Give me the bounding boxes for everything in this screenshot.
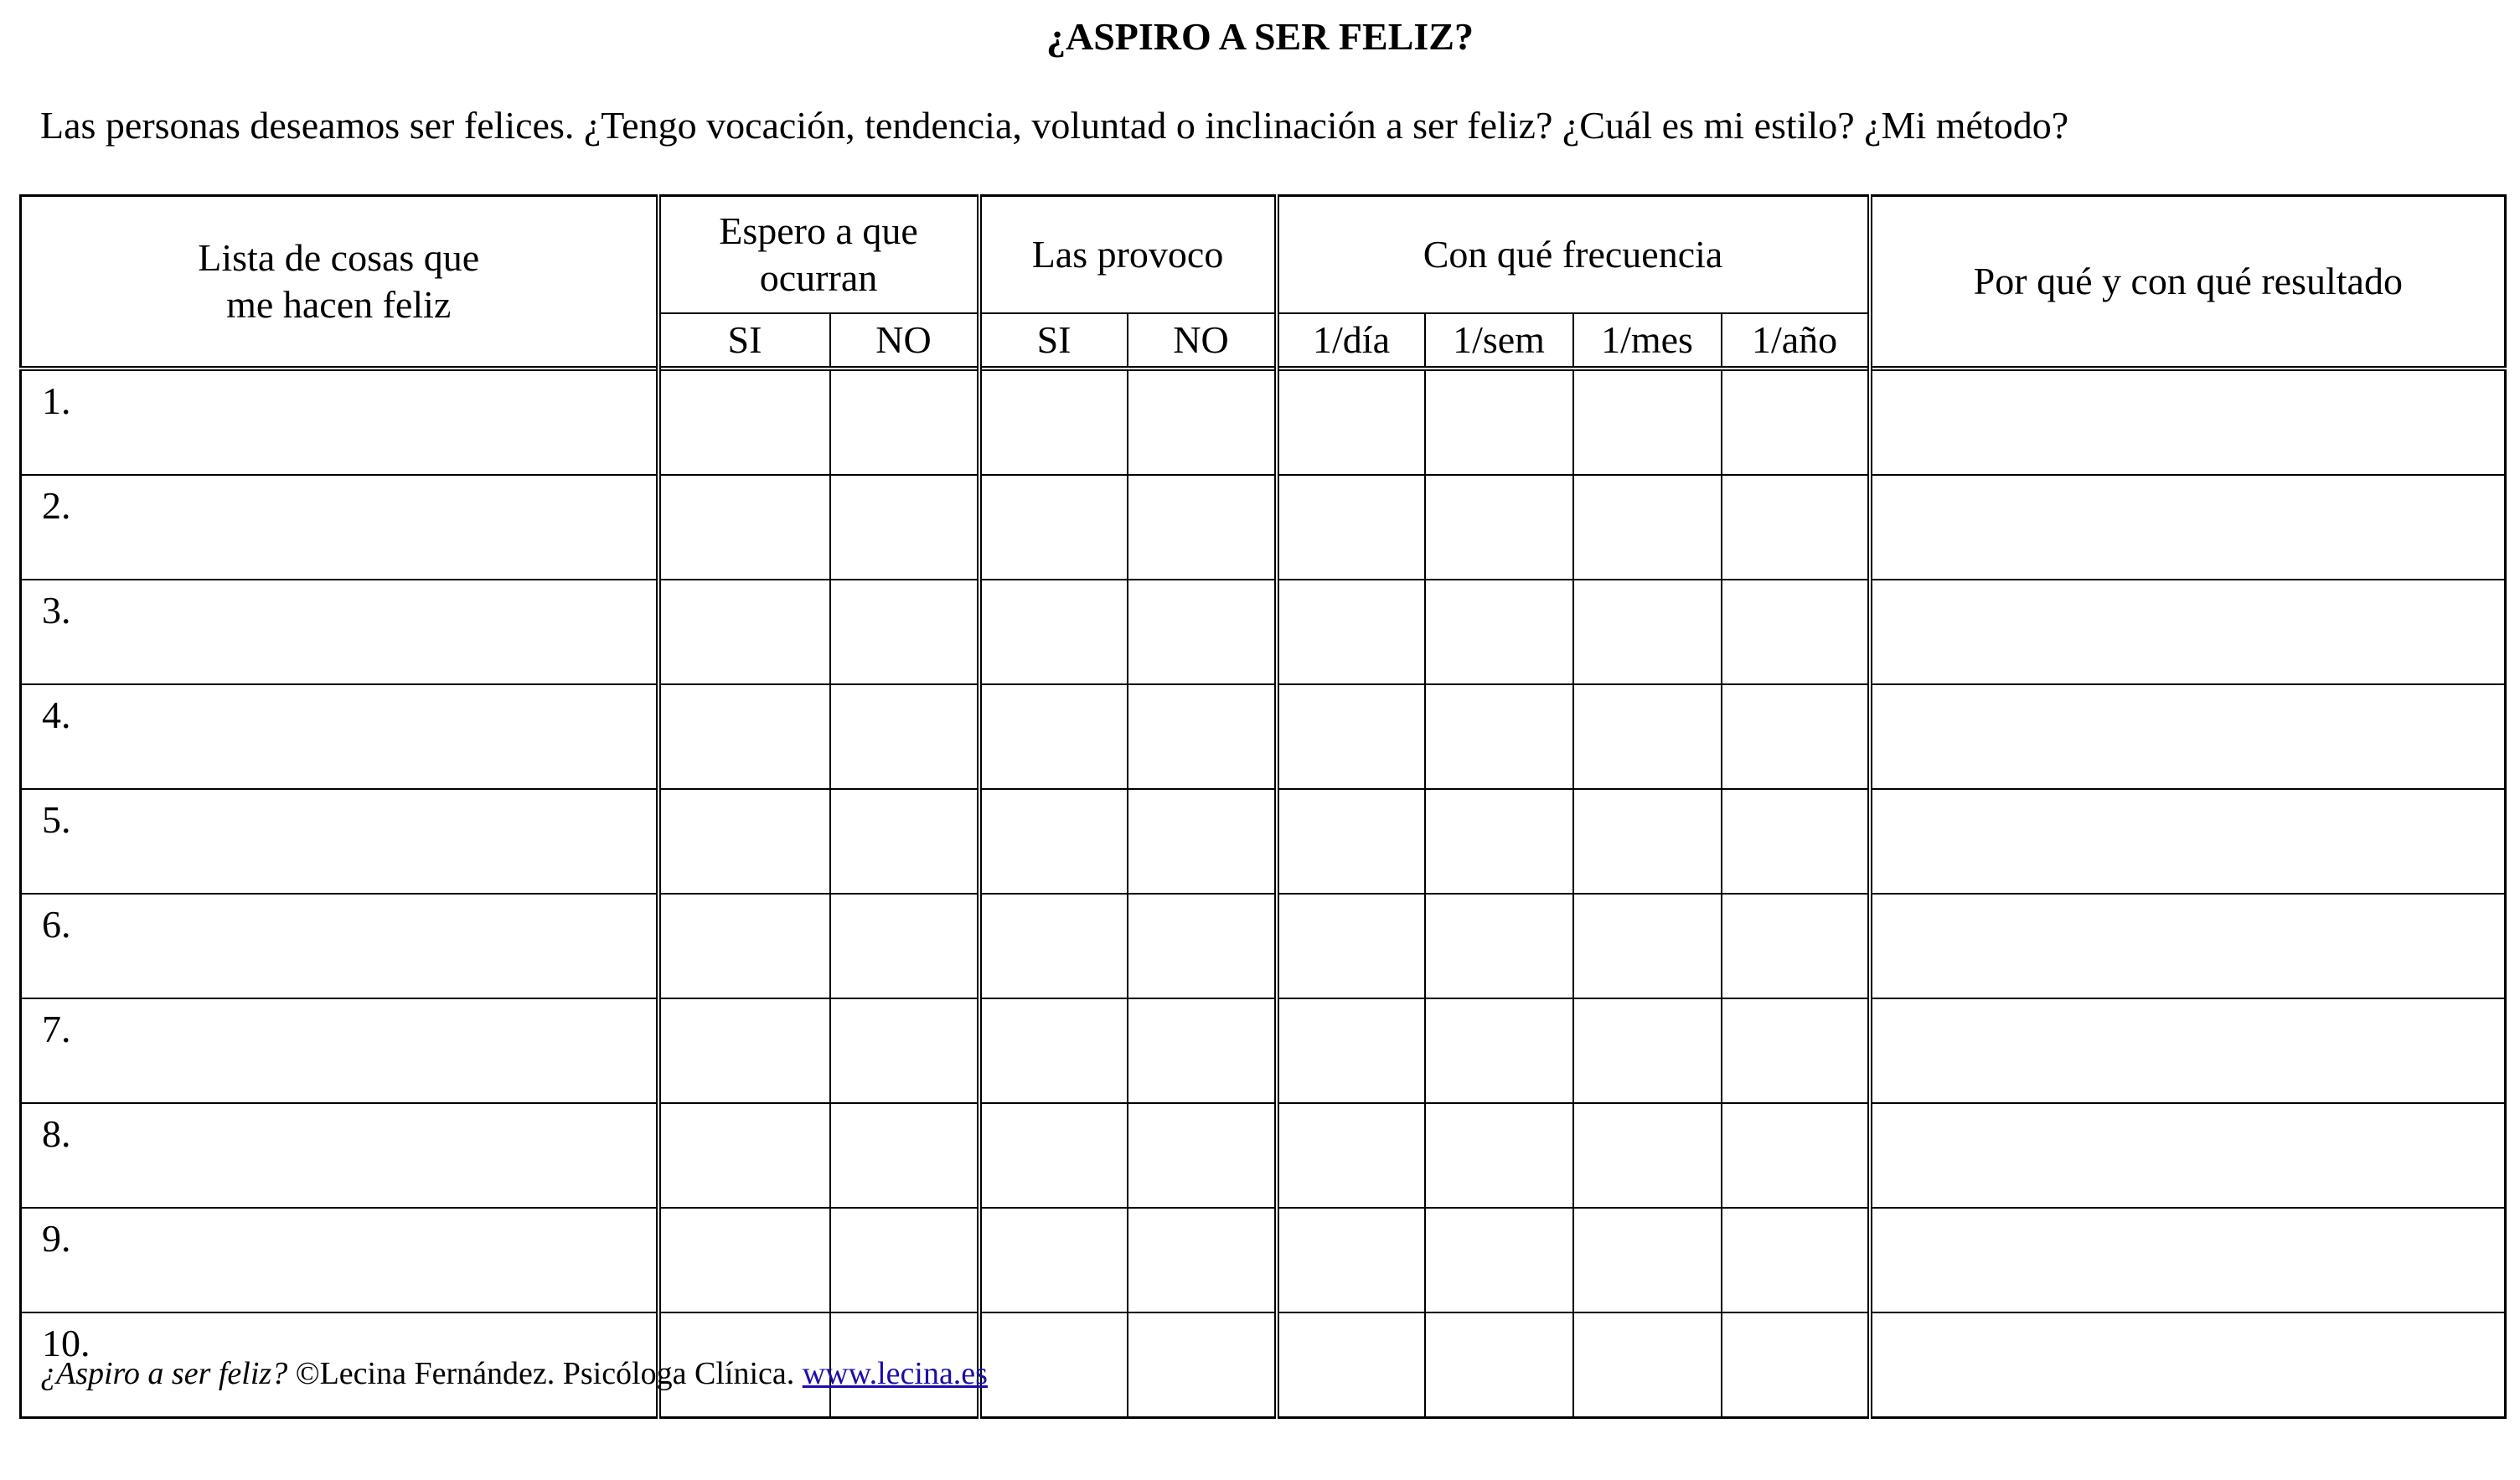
footer-link[interactable]: www.lecina.es [802,1356,988,1391]
subheader-dia: 1/día [1277,313,1425,369]
entry-cell[interactable] [979,580,1128,684]
subheader-si-provoco: SI [979,313,1128,369]
entry-cell[interactable] [1870,684,2506,789]
entry-cell[interactable] [1722,475,1870,580]
footer-title: ¿Aspiro a ser feliz? [40,1356,288,1391]
entry-cell[interactable] [1722,1312,1870,1418]
header-lista-line1: Lista de cosas que [198,235,480,279]
entry-cell[interactable] [830,369,979,475]
entry-cell[interactable] [1128,1208,1277,1312]
entry-cell[interactable] [1425,998,1573,1103]
entry-cell[interactable] [979,684,1128,789]
entry-cell[interactable] [658,684,830,789]
entry-cell[interactable] [1573,369,1722,475]
entry-cell[interactable] [1277,1103,1425,1208]
entry-cell[interactable] [658,1103,830,1208]
entry-cell[interactable] [1277,998,1425,1103]
entry-cell[interactable] [830,475,979,580]
table-row [21,1103,2506,1208]
intro-text: Las personas deseamos ser felices. ¿Tengo vocación, tendencia, voluntad o inclinación a ser feliz? ¿Cuál es mi estilo? ¿Mi método? [40,104,2069,147]
entry-cell[interactable] [1277,475,1425,580]
entry-cell[interactable] [1722,580,1870,684]
entry-cell[interactable] [658,998,830,1103]
subheader-mes: 1/mes [1573,313,1722,369]
entry-cell[interactable] [1870,998,2506,1103]
entry-cell[interactable] [658,789,830,894]
entry-cell[interactable] [1128,684,1277,789]
entry-cell[interactable] [1277,1208,1425,1312]
entry-cell[interactable] [1870,1208,2506,1312]
entry-cell[interactable] [1722,369,1870,475]
entry-cell[interactable] [1128,475,1277,580]
header-porque: Por qué y con qué resultado [1870,196,2506,369]
entry-cell[interactable] [1425,369,1573,475]
entry-cell[interactable] [979,789,1128,894]
entry-cell[interactable] [830,789,979,894]
subheader-si-espero: SI [658,313,830,369]
row-number: 8. [21,1103,658,1208]
entry-cell[interactable] [979,1103,1128,1208]
entry-cell[interactable] [1425,475,1573,580]
row-number: 5. [21,789,658,894]
entry-cell[interactable] [1722,998,1870,1103]
entry-cell[interactable] [658,580,830,684]
row-number: 3. [21,580,658,684]
entry-cell[interactable] [979,369,1128,475]
entry-cell[interactable] [1870,369,2506,475]
entry-cell[interactable] [1425,1208,1573,1312]
entry-cell[interactable] [1870,789,2506,894]
entry-cell[interactable] [1128,369,1277,475]
entry-cell[interactable] [1573,998,1722,1103]
entry-cell[interactable] [1870,475,2506,580]
entry-cell[interactable] [830,580,979,684]
subheader-no-provoco: NO [1128,313,1277,369]
table-body [21,369,2506,1418]
entry-cell[interactable] [1128,789,1277,894]
table-row [21,580,2506,684]
entry-cell[interactable] [658,1208,830,1312]
entry-cell[interactable] [1722,684,1870,789]
entry-cell[interactable] [979,475,1128,580]
entry-cell[interactable] [830,684,979,789]
entry-cell[interactable] [1573,1208,1722,1312]
row-number: 6. [21,894,658,998]
header-lista [21,196,658,369]
header-frecuencia: Con qué frecuencia [1277,196,1870,313]
entry-cell[interactable] [830,1103,979,1208]
entry-cell[interactable] [1573,1312,1722,1418]
entry-cell[interactable] [1277,580,1425,684]
subheader-ano: 1/año [1722,313,1870,369]
header-lista-line2: me hacen feliz [226,282,452,326]
entry-cell[interactable] [979,894,1128,998]
entry-cell[interactable] [1277,789,1425,894]
entry-cell[interactable] [1870,1312,2506,1418]
entry-cell[interactable] [1722,1103,1870,1208]
entry-cell[interactable] [1128,1103,1277,1208]
entry-cell[interactable] [658,369,830,475]
entry-cell[interactable] [1573,475,1722,580]
entry-cell[interactable] [1425,894,1573,998]
entry-cell[interactable] [1870,1103,2506,1208]
footer-credit: ©Lecina Fernández. Psicóloga Clínica. [295,1356,795,1391]
entry-cell[interactable] [1128,998,1277,1103]
entry-cell[interactable] [1722,894,1870,998]
entry-cell[interactable] [1870,580,2506,684]
entry-cell[interactable] [1722,789,1870,894]
entry-cell[interactable] [1573,789,1722,894]
entry-cell[interactable] [1425,580,1573,684]
entry-cell[interactable] [979,1208,1128,1312]
table-row [21,369,2506,475]
row-number: 7. [21,998,658,1103]
entry-cell[interactable] [658,894,830,998]
row-number: 4. [21,684,658,789]
entry-cell[interactable] [1128,580,1277,684]
entry-cell[interactable] [1425,1103,1573,1208]
entry-cell[interactable] [658,475,830,580]
entry-cell[interactable] [1277,894,1425,998]
row-number: 10. [21,1312,658,1418]
entry-cell[interactable] [830,998,979,1103]
entry-cell[interactable] [1573,684,1722,789]
header-espero [658,196,979,313]
table-row [21,1208,2506,1312]
page-title: ¿ASPIRO A SER FELIZ? [1046,15,1474,58]
row-number: 9. [21,1208,658,1312]
entry-cell[interactable] [1128,894,1277,998]
table-row [21,789,2506,894]
entry-cell[interactable] [1870,894,2506,998]
table-row [21,998,2506,1103]
row-number: 1. [21,369,658,475]
entry-cell[interactable] [1722,1208,1870,1312]
entry-cell[interactable] [1277,1312,1425,1418]
header-provoco: Las provoco [979,196,1277,313]
entry-cell[interactable] [1573,580,1722,684]
entry-cell[interactable] [1425,789,1573,894]
entry-cell[interactable] [1425,684,1573,789]
entry-cell[interactable] [830,1208,979,1312]
entry-cell[interactable] [1573,1103,1722,1208]
header-espero-line1: Espero a que [719,209,918,252]
row-number: 2. [21,475,658,580]
happiness-table [19,194,2507,1419]
header-espero-line2: ocurran [759,255,878,299]
table-row [21,684,2506,789]
subheader-no-espero: NO [830,313,979,369]
entry-cell[interactable] [1277,369,1425,475]
entry-cell[interactable] [1128,1312,1277,1418]
table-row [21,475,2506,580]
table-row [21,894,2506,998]
entry-cell[interactable] [1573,894,1722,998]
entry-cell[interactable] [1425,1312,1573,1418]
entry-cell[interactable] [979,998,1128,1103]
entry-cell[interactable] [1277,684,1425,789]
subheader-sem: 1/sem [1425,313,1573,369]
footer [40,1352,988,1395]
entry-cell[interactable] [979,1312,1128,1418]
entry-cell[interactable] [830,894,979,998]
